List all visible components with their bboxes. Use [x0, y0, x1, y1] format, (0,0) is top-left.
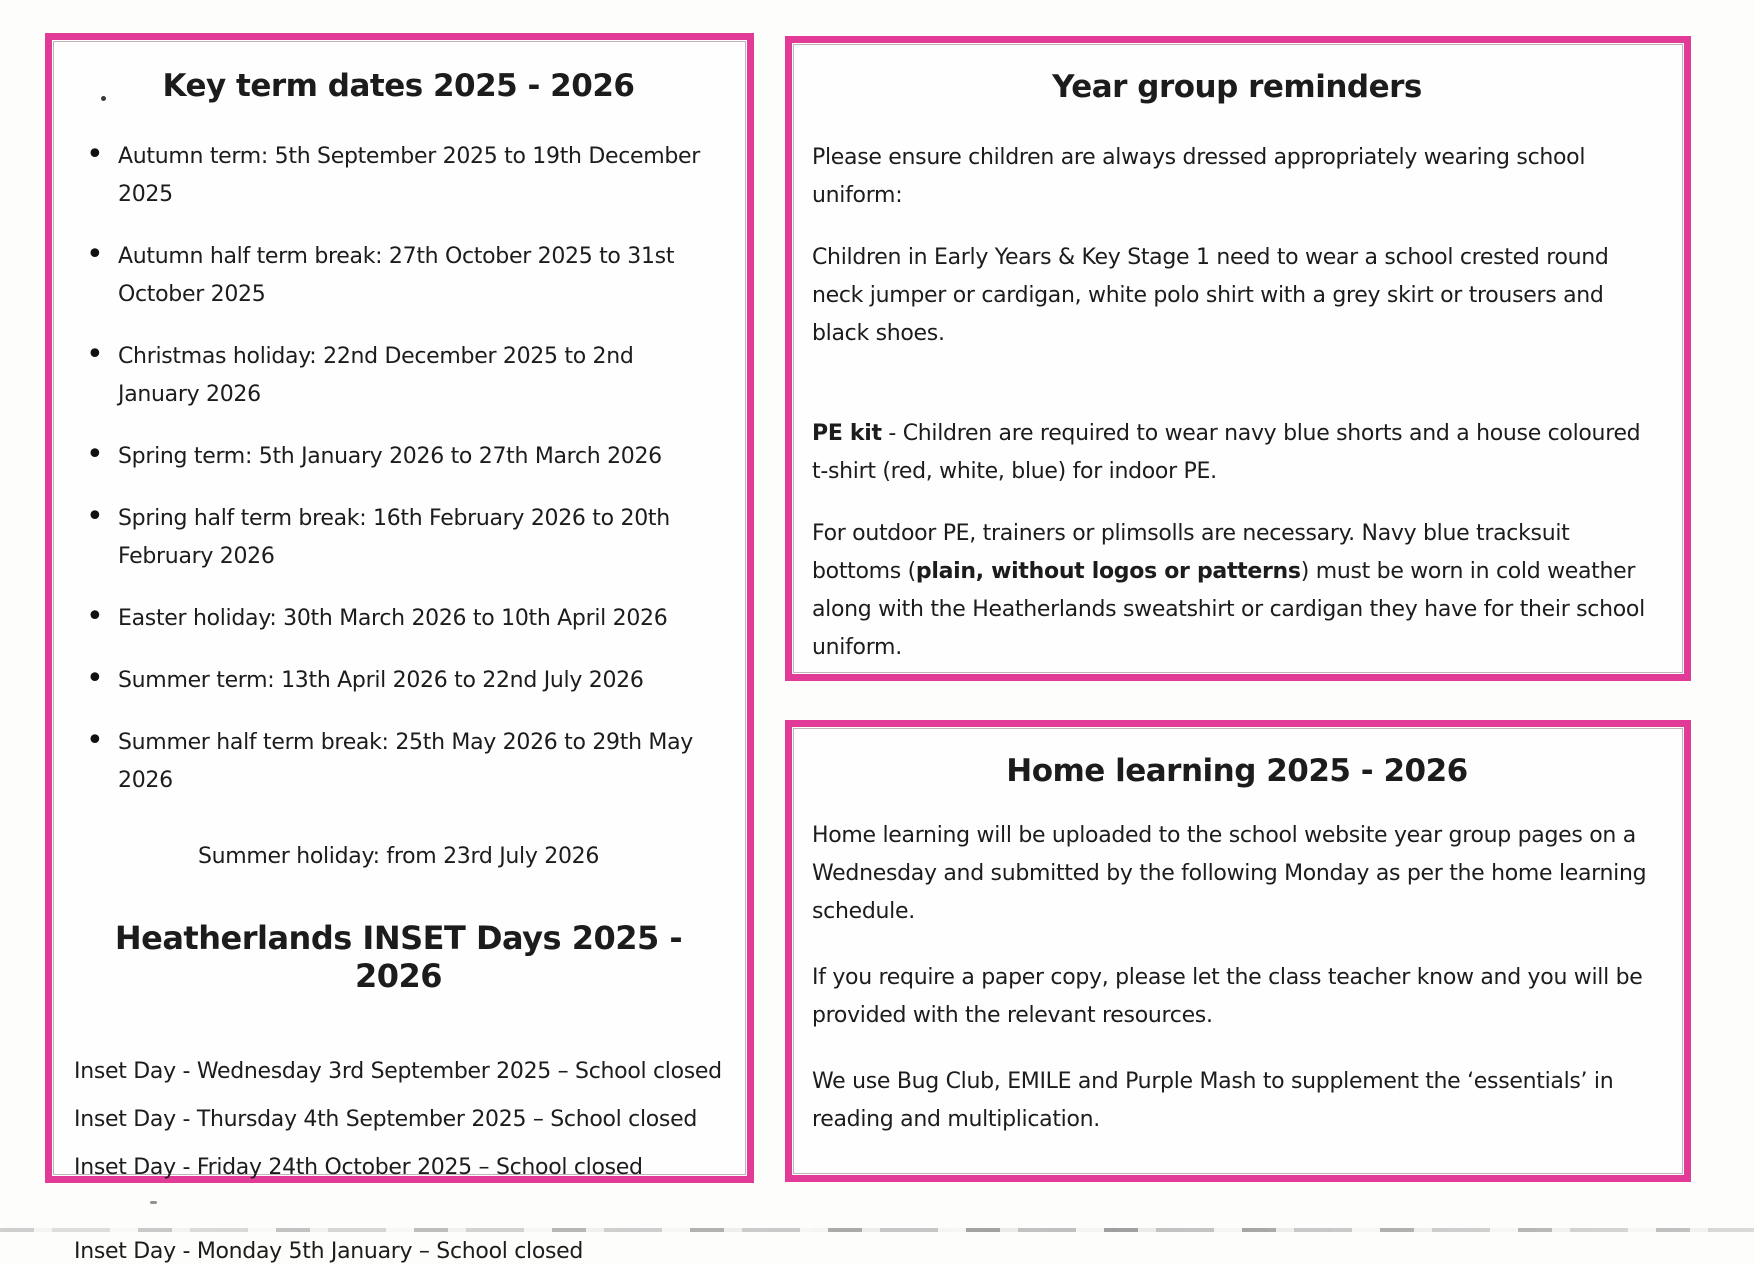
pe-kit-bold-label: PE kit [812, 421, 882, 446]
inset-days-title: Heatherlands INSET Days 2025 - 2026 [114, 919, 683, 995]
scanner-artifact-line [0, 1228, 1754, 1232]
term-date-item: • Summer term: 13th April 2026 to 22nd July 2026 [72, 662, 719, 700]
pe-kit-text: - Children are required to wear navy blue shorts and a house coloured t-shirt (red, white, blue) for indoor PE. [812, 421, 1641, 484]
pe-kit-paragraph [812, 415, 1662, 491]
year-group-reminders-content [792, 43, 1684, 674]
inset-day-item: Inset Day - Friday 24th October 2025 – School closed [74, 1155, 643, 1180]
home-learning-title: Home learning 2025 - 2026 [1006, 753, 1468, 789]
summer-holiday-line: Summer holiday: from 23rd July 2026 [197, 844, 600, 869]
inset-day-item: Inset Day - Wednesday 3rd September 2025 – School closed [74, 1059, 722, 1084]
key-term-dates-title: Key term dates 2025 - 2026 [162, 68, 635, 104]
online-platforms-paragraph: We use Bug Club, EMILE and Purple Mash to supplement the ‘essentials’ in reading and multiplication. [812, 1069, 1614, 1132]
key-term-dates-box [45, 33, 754, 1264]
inset-days-list [72, 1053, 725, 1187]
outdoor-pe-text-pre: For outdoor PE, trainers or plimsolls are necessary. Navy blue tracksuit bottoms ( [812, 521, 1570, 584]
uniform-detail-paragraph: Children in Early Years & Key Stage 1 need to wear a school crested round neck jumper or cardigan, white polo shirt with a grey skirt or trousers and black shoes. [812, 245, 1609, 346]
home-learning-box [785, 720, 1691, 1182]
year-group-reminders-box [785, 36, 1691, 681]
term-dates-list [72, 138, 725, 800]
inset-day-item: Inset Day - Thursday 4th September 2025 – School closed [74, 1107, 697, 1132]
term-date-item: • Spring half term break: 16th February 2026 to 20th February 2026 [72, 500, 719, 576]
home-learning-upload-paragraph: Home learning will be uploaded to the school website year group pages on a Wednesday and submitted by the following Monday as per the home learning schedule. [812, 823, 1647, 924]
term-date-item: • Autumn half term break: 27th October 2025 to 31st October 2025 [72, 238, 719, 314]
outdoor-pe-text-post: ) must be worn in cold weather along with the Heatherlands sweatshirt or cardigan they have for their school uniform. [812, 559, 1645, 660]
ink-speck [150, 1201, 157, 1204]
term-date-item: • Summer half term break: 25th May 2026 to 29th May 2026 [72, 724, 719, 800]
ink-speck [101, 96, 106, 101]
term-date-item: • Autumn term: 5th September 2025 to 19th December 2025 [72, 138, 719, 214]
paper-copy-paragraph: If you require a paper copy, please let the class teacher know and you will be provided with the relevant resources. [812, 965, 1643, 1028]
outdoor-pe-bold-text: plain, without logos or patterns [915, 559, 1301, 584]
outdoor-pe-paragraph [812, 515, 1662, 667]
uniform-intro-paragraph: Please ensure children are always dressed appropriately wearing school uniform: [812, 145, 1586, 208]
term-date-item: • Easter holiday: 30th March 2026 to 10th April 2026 [72, 600, 719, 638]
term-date-item: • Christmas holiday: 22nd December 2025 to 2nd January 2026 [72, 338, 719, 414]
term-date-item: • Spring term: 5th January 2026 to 27th March 2026 [72, 438, 719, 476]
year-group-reminders-title: Year group reminders [1052, 69, 1422, 105]
inset-day-final: Inset Day - Monday 5th January – School closed [74, 1239, 584, 1264]
home-learning-content [792, 727, 1684, 1175]
key-term-dates-content [52, 40, 747, 1264]
